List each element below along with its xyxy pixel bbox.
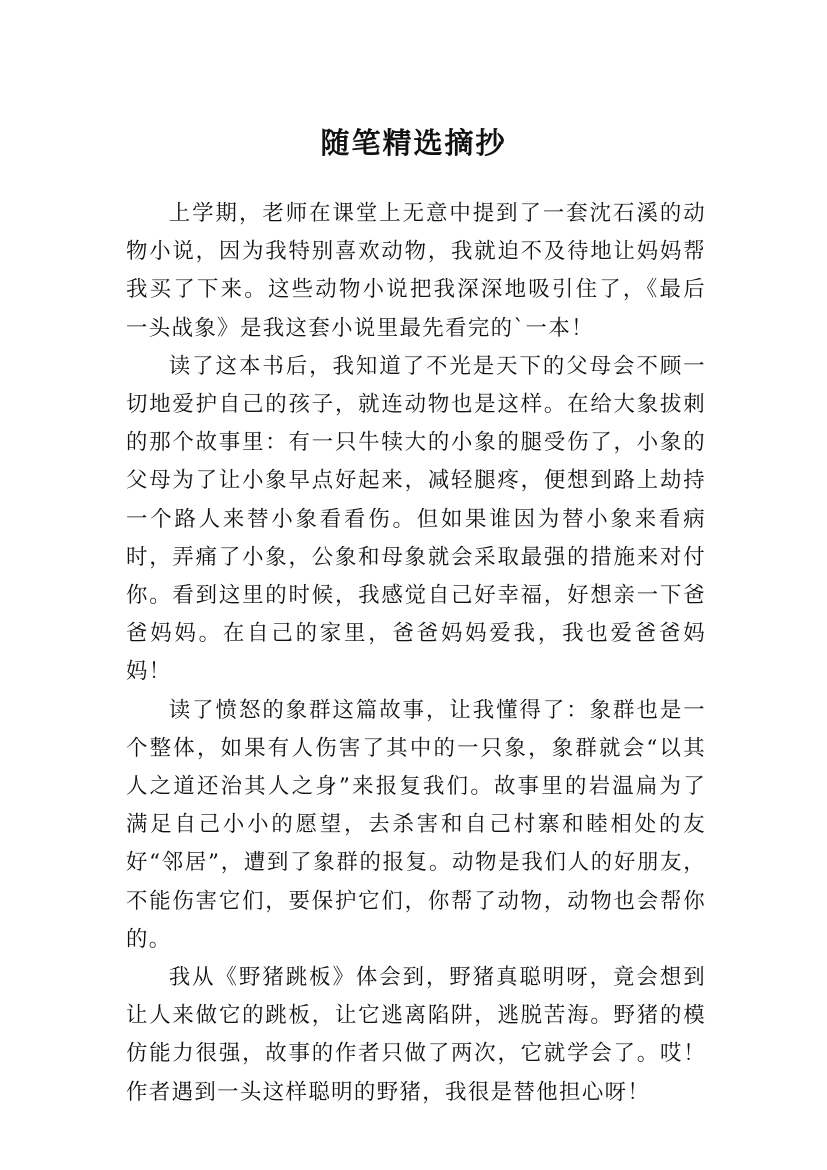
paragraph-3: 读了愤怒的象群这篇故事，让我懂得了：象群也是一个整体，如果有人伤害了其中的一只象，象群就会“以其人之道还治其人之身”来报复我们。故事里的岩温扁为了满足自己小小的愿望，去杀害和自己村寨和睦相处的友好“邻居”，遭到了象群的报复。动物是我们人的好朋友，不能伤害它们，要保护它们，你帮了动物，动物也会帮你的。 <box>126 697 706 952</box>
paragraph-2: 读了这本书后，我知道了不光是天下的父母会不顾一切地爱护自己的孩子，就连动物也是这样。在给大象拔刺的那个故事里：有一只牛犊大的小象的腿受伤了，小象的父母为了让小象早点好起来，减轻腿疼，便想到路上劫持一个路人来替小象看看伤。但如果谁因为替小象来看病时，弄痛了小象，公象和母象就会采取最强的措施来对付你。看到这里的时候，我感觉自己好幸福，好想亲一下爸爸妈妈。在自己的家里，爸爸妈妈爱我，我也爱爸爸妈妈！ <box>126 353 706 685</box>
document-title: 随笔精选摘抄 <box>320 126 507 161</box>
document-body <box>126 195 706 1112</box>
paragraph-4: 我从《野猪跳板》体会到，野猪真聪明呀，竟会想到让人来做它的跳板，让它逃离陷阱，逃脱苦海。野猪的模仿能力很强，故事的作者只做了两次，它就学会了。哎！作者遇到一头这样聪明的野猪，我很是替他担心呀！ <box>126 965 706 1105</box>
paragraph-1: 上学期，老师在课堂上无意中提到了一套沈石溪的动物小说，因为我特别喜欢动物，我就迫不及待地让妈妈帮我买了下来。这些动物小说把我深深地吸引住了，《最后一头战象》是我这套小说里最先看完的`一本！ <box>126 201 706 341</box>
